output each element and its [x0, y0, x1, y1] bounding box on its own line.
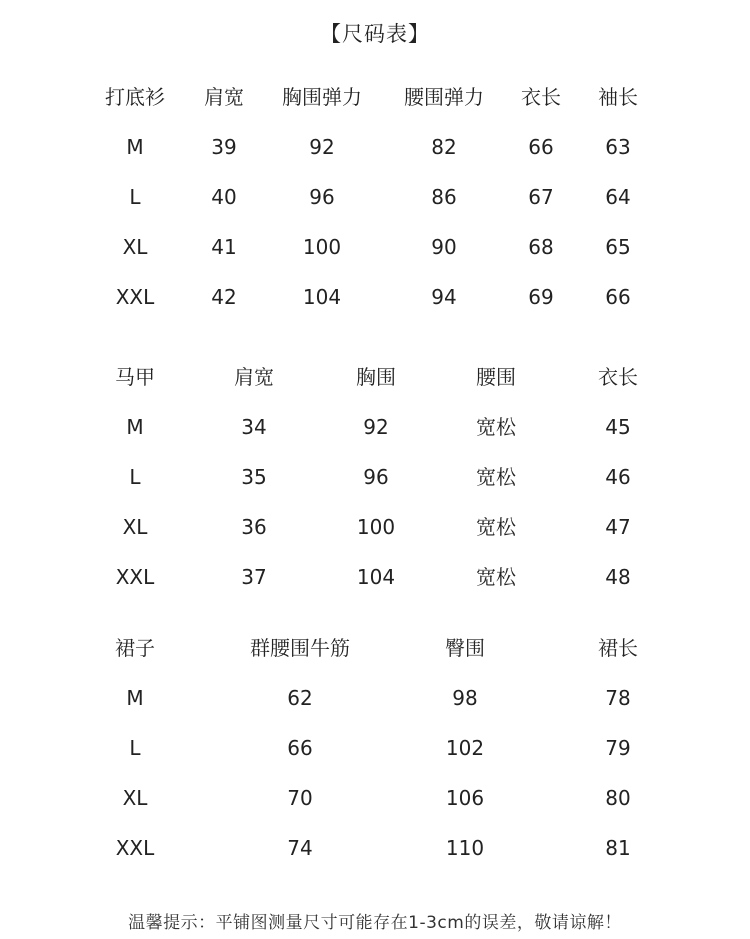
table-cell: M [126, 135, 144, 159]
table-cell: 96 [363, 465, 389, 489]
header-cell: 腰围 [476, 365, 516, 389]
table-cell: 39 [211, 135, 237, 159]
table-cell: 42 [211, 285, 237, 309]
table-cell: 37 [241, 565, 267, 589]
table-cell: XL [122, 786, 148, 810]
table-cell: 86 [431, 185, 457, 209]
table-cell: 92 [363, 415, 389, 439]
table-cell: XXL [115, 565, 155, 589]
table-cell: 45 [605, 415, 631, 439]
table-cell: 102 [445, 736, 485, 760]
table-cell: L [129, 185, 141, 209]
table-cell: XL [122, 515, 148, 539]
header-cell: 袖长 [598, 85, 638, 109]
table-cell: 宽松 [476, 465, 516, 489]
table-cell: L [129, 465, 141, 489]
table-cell: 106 [445, 786, 485, 810]
table-cell: 48 [605, 565, 631, 589]
table-cell: 34 [241, 415, 267, 439]
table-row [0, 402, 750, 452]
size-table-base-shirt [0, 72, 750, 322]
footer-note: 温馨提示：平铺图测量尺寸可能存在1-3cm的误差，敬请谅解！ [128, 913, 622, 933]
table-cell: 96 [309, 185, 335, 209]
header-cell: 肩宽 [234, 365, 274, 389]
table-cell: 70 [287, 786, 313, 810]
table-cell: 67 [528, 185, 554, 209]
table-cell: 78 [605, 686, 631, 710]
table-row [0, 723, 750, 773]
header-cell: 胸围弹力 [282, 85, 362, 109]
table-cell: 92 [309, 135, 335, 159]
table-row [0, 823, 750, 873]
table-cell: XL [122, 235, 148, 259]
table-cell: 宽松 [476, 515, 516, 539]
table-header-row [0, 72, 750, 122]
table-cell: 65 [605, 235, 631, 259]
table-cell: 47 [605, 515, 631, 539]
table-cell: 68 [528, 235, 554, 259]
header-cell: 打底衫 [105, 85, 165, 109]
table-cell: 90 [431, 235, 457, 259]
table-row [0, 673, 750, 723]
table-cell: 36 [241, 515, 267, 539]
table-cell: 74 [287, 836, 313, 860]
table-row [0, 272, 750, 322]
table-cell: 宽松 [476, 415, 516, 439]
table-cell: M [126, 415, 144, 439]
table-row [0, 452, 750, 502]
table-cell: 100 [302, 235, 342, 259]
table-cell: 46 [605, 465, 631, 489]
table-cell: 40 [211, 185, 237, 209]
table-cell: 81 [605, 836, 631, 860]
table-cell: 66 [287, 736, 313, 760]
table-cell: 66 [528, 135, 554, 159]
table-header-row [0, 623, 750, 673]
table-row [0, 552, 750, 602]
table-cell: XXL [115, 836, 155, 860]
header-cell: 肩宽 [204, 85, 244, 109]
header-cell: 腰围弹力 [404, 85, 484, 109]
table-cell: 62 [287, 686, 313, 710]
table-row [0, 773, 750, 823]
table-header-row [0, 352, 750, 402]
size-table-vest [0, 352, 750, 602]
header-cell: 裙长 [598, 636, 638, 660]
table-row [0, 502, 750, 552]
table-cell: 41 [211, 235, 237, 259]
page-title: 【尺码表】 [320, 22, 430, 46]
header-cell: 马甲 [115, 365, 155, 389]
size-table-skirt [0, 623, 750, 873]
header-cell: 裙子 [115, 636, 155, 660]
table-cell: L [129, 736, 141, 760]
table-cell: 104 [302, 285, 342, 309]
table-cell: 104 [356, 565, 396, 589]
table-cell: M [126, 686, 144, 710]
table-cell: 66 [605, 285, 631, 309]
table-cell: XXL [115, 285, 155, 309]
table-cell: 98 [452, 686, 478, 710]
table-cell: 80 [605, 786, 631, 810]
table-cell: 100 [356, 515, 396, 539]
table-cell: 宽松 [476, 565, 516, 589]
table-row [0, 122, 750, 172]
table-cell: 110 [445, 836, 485, 860]
table-cell: 82 [431, 135, 457, 159]
table-cell: 69 [528, 285, 554, 309]
table-cell: 79 [605, 736, 631, 760]
header-cell: 臀围 [445, 636, 485, 660]
header-cell: 胸围 [356, 365, 396, 389]
header-cell: 群腰围牛筋 [250, 636, 350, 660]
table-row [0, 172, 750, 222]
table-cell: 64 [605, 185, 631, 209]
table-cell: 63 [605, 135, 631, 159]
header-cell: 衣长 [521, 85, 561, 109]
table-cell: 35 [241, 465, 267, 489]
table-row [0, 222, 750, 272]
table-cell: 94 [431, 285, 457, 309]
header-cell: 衣长 [598, 365, 638, 389]
